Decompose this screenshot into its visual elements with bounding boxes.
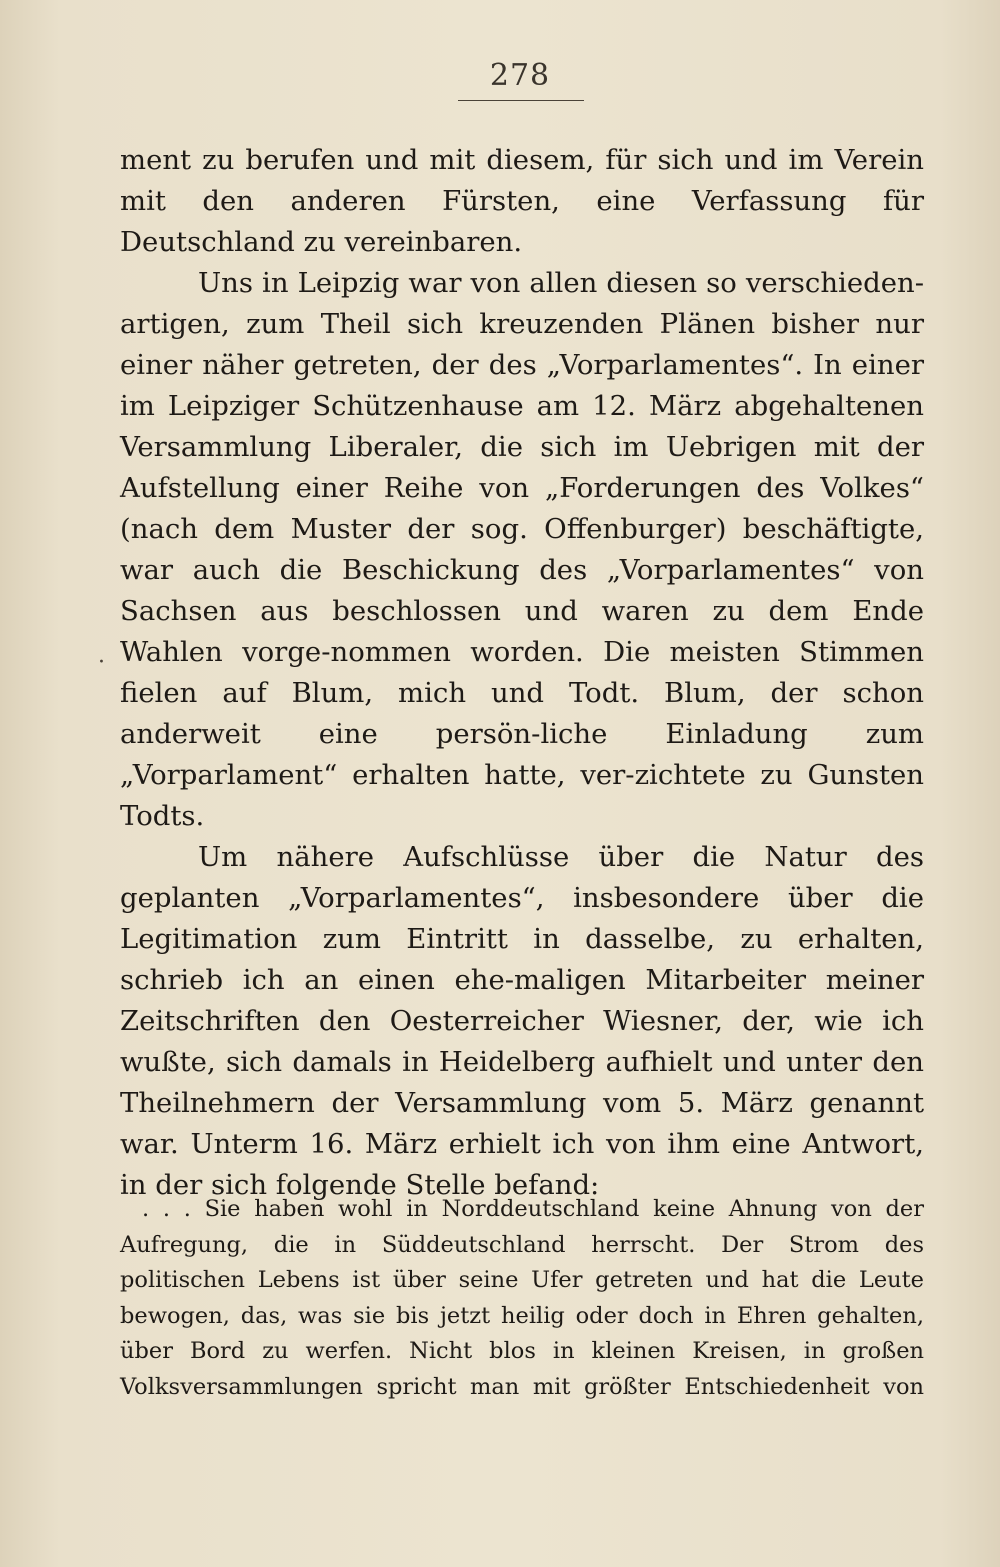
paragraph-vorparlament: Uns in Leipzig war von allen diesen so verschieden-artigen, zum Theil sich kreuzenden Plänen bisher nur einer näher getreten, der des „Vorparlamentes“. In einer im Leipziger Schützenhause am 12. März abgehaltenen Versammlung Liberaler, die sich im Uebrigen mit der Aufstellung einer Reihe von „Forderungen des Volkes“ (nach dem Muster der sog. Offenburger) beschäftigte, war auch die Beschickung des „Vorparlamentes“ von Sachsen aus beschlossen und waren zu dem Ende Wahlen vorge-nommen worden. Die meisten Stimmen fielen auf Blum, mich und Todt. Blum, der schon anderweit eine persön-liche Einladung zum „Vorparlament“ erhalten hatte, ver-zichtete zu Gunsten Todts.: [120, 267, 924, 832]
page-number: 278: [489, 58, 551, 93]
header-rule: [458, 100, 584, 101]
quoted-letter: . . . Sie haben wohl in Norddeutschland keine Ahnung von der Aufregung, die in Süddeutschland herrscht. Der Strom des politischen Lebens ist über seine Ufer getreten und hat die Leute bewogen, das, was sie bis jetzt heilig oder doch in Ehren gehalten, über Bord zu werfen. Nicht blos in kleinen Kreisen, in großen Volksversammlungen spricht man mit größter Entschiedenheit von: [120, 1196, 924, 1400]
margin-mark: ·: [98, 650, 105, 675]
paragraph-wiesner-letter: Um nähere Aufschlüsse über die Natur des geplanten „Vorparlamentes“, insbesondere über die Legitimation zum Eintritt in dasselbe, zu erhalten, schrieb ich an einen ehe-maligen Mitarbeiter meiner Zeitschriften den Oesterreicher Wiesner, der, wie ich wußte, sich damals in Heidelberg aufhielt und unter den Theilnehmern der Versammlung vom 5. März genannt war. Unterm 16. März erhielt ich von ihm eine Antwort, in der sich folgende Stelle befand:: [120, 841, 924, 1201]
main-text: [120, 140, 924, 1206]
paragraph-continuation: ment zu berufen und mit diesem, für sich und im Verein mit den anderen Fürsten, eine Verfassung für Deutschland zu vereinbaren.: [120, 144, 924, 258]
